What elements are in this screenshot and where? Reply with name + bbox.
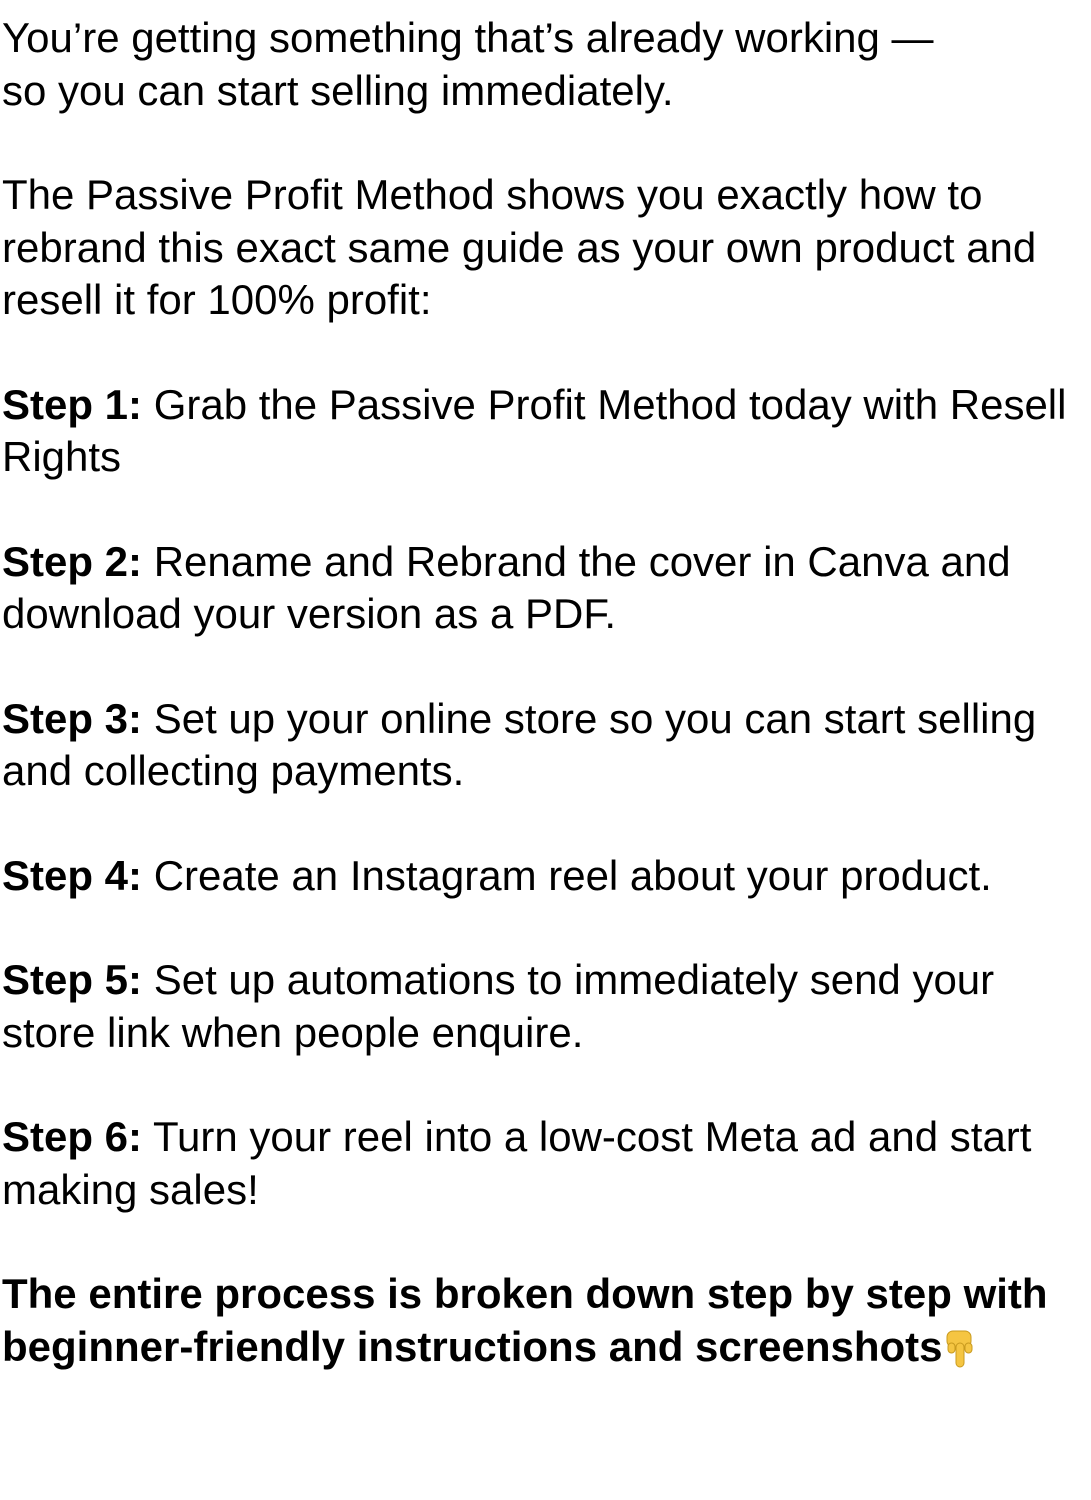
step-5-paragraph [2, 954, 1082, 1059]
closing-text: The entire process is broken down step by step with beginner-friendly instructions and screenshots [2, 1270, 1048, 1370]
step-2-paragraph [2, 536, 1082, 641]
closing-paragraph [2, 1268, 1082, 1373]
step-1-text: Grab the Passive Profit Method today with Resell Rights [2, 380, 1067, 480]
step-2-label: Step 2: [2, 537, 143, 585]
step-3-label: Step 3: [2, 694, 143, 742]
step-4-label: Step 4: [2, 851, 143, 899]
step-6-label: Step 6: [2, 1113, 143, 1160]
step-3-text: Set up your online store so you can start selling and collecting payments. [2, 694, 1037, 794]
intro-paragraph [2, 12, 1082, 117]
step-6-paragraph [2, 1111, 1082, 1216]
step-4-text: Create an Instagram reel about your product. [142, 851, 992, 899]
intro-line-2: so you can start selling immediately. [2, 66, 674, 114]
intro-line-1: You’re getting something that’s already working — [2, 14, 934, 61]
step-1-paragraph [2, 379, 1082, 484]
step-4-paragraph [2, 850, 1082, 903]
step-6-text: Turn your reel into a low-cost Meta ad and start making sales! [2, 1113, 1032, 1213]
step-5-text: Set up automations to immediately send your store link when people enquire. [2, 956, 995, 1056]
step-3-paragraph [2, 693, 1082, 798]
pointing-down-hand-icon [943, 1329, 977, 1369]
step-5-label: Step 5: [2, 956, 143, 1003]
step-1-label: Step 1: [2, 380, 143, 428]
step-2-text: Rename and Rebrand the cover in Canva and download your version as a PDF. [2, 537, 1011, 637]
method-paragraph: The Passive Profit Method shows you exactly how to rebrand this exact same guide as your own product and resell it for 100% profit: [2, 171, 1037, 323]
document-body [2, 12, 1082, 1373]
